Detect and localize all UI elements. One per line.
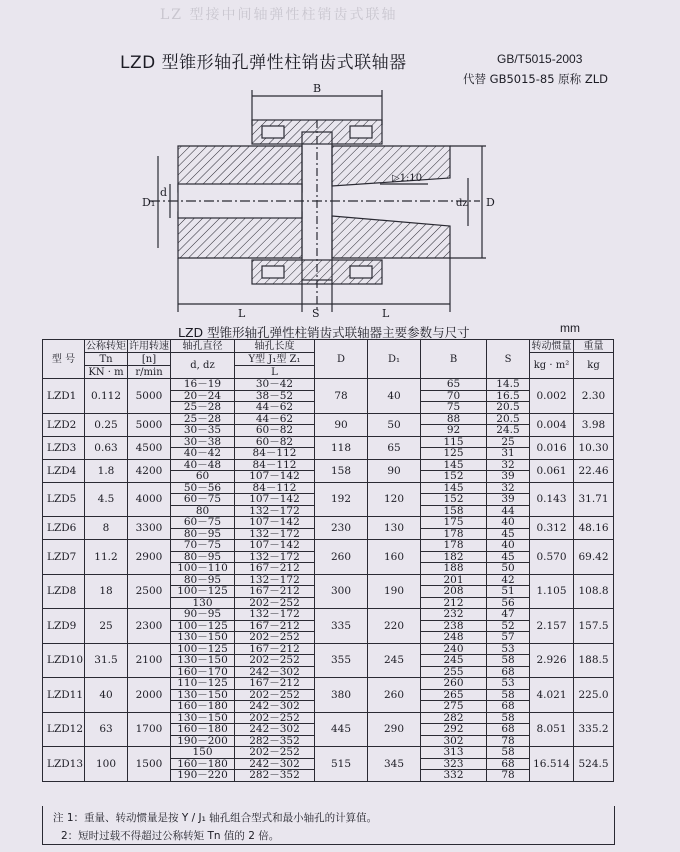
weight-cell: 157.5: [574, 609, 614, 644]
s-cell: 45: [487, 551, 530, 563]
s-cell: 44: [487, 505, 530, 517]
top-sleeve-slot-left: [262, 126, 284, 138]
bore-cell: 20－24: [171, 390, 235, 402]
col-weight-1: 重量: [574, 340, 614, 353]
s-cell: 50: [487, 563, 530, 575]
s-cell: 40: [487, 540, 530, 552]
weight-cell: 22.46: [574, 459, 614, 482]
length-cell: 107－142: [235, 540, 315, 552]
length-cell: 132－172: [235, 528, 315, 540]
length-cell: 202－252: [235, 747, 315, 759]
torque-cell: 1.8: [85, 459, 128, 482]
inertia-cell: 0.312: [530, 517, 574, 540]
bore-cell: 80－95: [171, 528, 235, 540]
note-1: 注 1：重量、转动惯量是按 Y / J₁ 轴孔组合型式和最小轴孔的计算值。: [53, 812, 378, 824]
torque-cell: 100: [85, 747, 128, 782]
b-cell: 201: [421, 574, 487, 586]
note-2: 2：短时过载不得超过公称转矩 Tn 值的 2 倍。: [61, 830, 280, 842]
length-cell: 44－62: [235, 402, 315, 414]
b-cell: 70: [421, 390, 487, 402]
label-d: d: [160, 186, 168, 199]
model-cell: LZD7: [43, 540, 85, 575]
length-cell: 167－212: [235, 678, 315, 690]
d-cell: 515: [315, 747, 368, 782]
b-cell: 178: [421, 540, 487, 552]
b-cell: 265: [421, 689, 487, 701]
torque-cell: 11.2: [85, 540, 128, 575]
length-cell: 60－82: [235, 436, 315, 448]
bore-cell: 50－56: [171, 482, 235, 494]
length-cell: 107－142: [235, 471, 315, 483]
length-cell: 38－52: [235, 390, 315, 402]
d-cell: 118: [315, 436, 368, 459]
d-cell: 445: [315, 712, 368, 747]
length-cell: 167－212: [235, 586, 315, 598]
s-cell: 58: [487, 655, 530, 667]
inertia-cell: 0.143: [530, 482, 574, 517]
bleed-through-text: LZ 型接中间轴弹性柱销齿式联轴: [160, 7, 398, 23]
b-cell: 238: [421, 620, 487, 632]
inertia-cell: 16.514: [530, 747, 574, 782]
page-title: LZD 型锥形轴孔弹性柱销齿式联轴器: [120, 53, 407, 73]
bore-cell: 30－38: [171, 436, 235, 448]
d1-cell: 90: [368, 459, 421, 482]
torque-cell: 31.5: [85, 643, 128, 678]
length-cell: 132－172: [235, 574, 315, 586]
weight-cell: 108.8: [574, 574, 614, 609]
bore-cell: 60－75: [171, 517, 235, 529]
length-cell: 107－142: [235, 517, 315, 529]
bore-cell: 70－75: [171, 540, 235, 552]
torque-cell: 63: [85, 712, 128, 747]
table-row: [43, 678, 614, 690]
table-row: [43, 540, 614, 552]
d-cell: 380: [315, 678, 368, 713]
s-cell: 25: [487, 436, 530, 448]
s-cell: 16.5: [487, 390, 530, 402]
length-cell: 202－252: [235, 655, 315, 667]
inertia-cell: 8.051: [530, 712, 574, 747]
bore-cell: 130－150: [171, 689, 235, 701]
bore-cell: 80: [171, 505, 235, 517]
table-notes: [42, 806, 615, 845]
speed-cell: 2000: [128, 678, 171, 713]
b-cell: 152: [421, 494, 487, 506]
bore-cell: 110－125: [171, 678, 235, 690]
d1-cell: 50: [368, 413, 421, 436]
weight-cell: 225.0: [574, 678, 614, 713]
speed-cell: 2900: [128, 540, 171, 575]
s-cell: 32: [487, 459, 530, 471]
label-b: B: [313, 82, 322, 95]
d1-cell: 290: [368, 712, 421, 747]
left-hub-lower: [178, 212, 302, 258]
b-cell: 158: [421, 505, 487, 517]
s-cell: 68: [487, 724, 530, 736]
unit-label: mm: [560, 321, 580, 335]
b-cell: 188: [421, 563, 487, 575]
bore-cell: 130: [171, 597, 235, 609]
b-cell: 292: [421, 724, 487, 736]
b-cell: 208: [421, 586, 487, 598]
d-cell: 192: [315, 482, 368, 517]
bore-cell: 40－42: [171, 448, 235, 460]
model-cell: LZD8: [43, 574, 85, 609]
table-row: [43, 379, 614, 391]
col-d: D: [315, 340, 368, 379]
label-l-right: L: [382, 307, 390, 320]
model-cell: LZD9: [43, 609, 85, 644]
b-cell: 232: [421, 609, 487, 621]
bore-cell: 60－75: [171, 494, 235, 506]
length-cell: 202－252: [235, 689, 315, 701]
length-cell: 107－142: [235, 494, 315, 506]
s-cell: 68: [487, 758, 530, 770]
torque-cell: 18: [85, 574, 128, 609]
d-cell: 260: [315, 540, 368, 575]
b-cell: 92: [421, 425, 487, 437]
col-bore-2: d, dz: [171, 353, 235, 379]
col-speed-2: [n]: [128, 353, 171, 366]
b-cell: 212: [421, 597, 487, 609]
s-cell: 53: [487, 678, 530, 690]
col-inertia-1: 转动惯量: [531, 340, 572, 352]
col-torque-3: KN · m: [85, 366, 128, 379]
bore-cell: 16－19: [171, 379, 235, 391]
length-cell: 202－252: [235, 632, 315, 644]
s-cell: 39: [487, 471, 530, 483]
length-cell: 282－352: [235, 735, 315, 747]
s-cell: 14.5: [487, 379, 530, 391]
table-row: [43, 609, 614, 621]
right-hub-lower: [332, 216, 450, 258]
bore-cell: 160－180: [171, 758, 235, 770]
bottom-sleeve-slot-right: [350, 266, 372, 278]
inertia-cell: 2.157: [530, 609, 574, 644]
table-row: [43, 459, 614, 471]
b-cell: 145: [421, 482, 487, 494]
s-cell: 42: [487, 574, 530, 586]
s-cell: 40: [487, 517, 530, 529]
coupling-drawing: [120, 80, 520, 320]
bore-cell: 130－150: [171, 632, 235, 644]
inertia-cell: 0.004: [530, 413, 574, 436]
label-dz: dz: [456, 198, 468, 209]
weight-cell: 10.30: [574, 436, 614, 459]
b-cell: 88: [421, 413, 487, 425]
table-row: [43, 643, 614, 655]
d1-cell: 65: [368, 436, 421, 459]
d1-cell: 345: [368, 747, 421, 782]
s-cell: 24.5: [487, 425, 530, 437]
b-cell: 145: [421, 459, 487, 471]
b-cell: 323: [421, 758, 487, 770]
s-cell: 68: [487, 666, 530, 678]
model-cell: LZD1: [43, 379, 85, 414]
bore-cell: 160－170: [171, 666, 235, 678]
weight-cell: 3.98: [574, 413, 614, 436]
length-cell: 84－112: [235, 482, 315, 494]
bore-cell: 130－150: [171, 712, 235, 724]
bore-cell: 40－48: [171, 459, 235, 471]
col-model: 型 号: [43, 340, 85, 379]
model-cell: LZD5: [43, 482, 85, 517]
table-caption: LZD 型锥形轴孔弹性柱销齿式联轴器主要参数与尺寸: [178, 325, 470, 340]
s-cell: 31: [487, 448, 530, 460]
speed-cell: 5000: [128, 379, 171, 414]
length-cell: 202－252: [235, 597, 315, 609]
col-torque-2: Tn: [85, 353, 128, 366]
col-s: S: [487, 340, 530, 379]
torque-cell: 0.25: [85, 413, 128, 436]
col-speed-3: r/min: [128, 366, 171, 379]
s-cell: 56: [487, 597, 530, 609]
weight-cell: 69.42: [574, 540, 614, 575]
col-length-2: Y型 J₁型 Z₁: [235, 353, 315, 366]
table-row: [43, 482, 614, 494]
model-cell: LZD2: [43, 413, 85, 436]
b-cell: 182: [421, 551, 487, 563]
speed-cell: 5000: [128, 413, 171, 436]
b-cell: 125: [421, 448, 487, 460]
table-row: [43, 517, 614, 529]
bore-cell: 100－110: [171, 563, 235, 575]
bore-cell: 80－95: [171, 551, 235, 563]
bore-cell: 25－28: [171, 413, 235, 425]
length-cell: 202－252: [235, 712, 315, 724]
col-inertia-2: kg · m²: [530, 353, 574, 379]
length-cell: 84－112: [235, 459, 315, 471]
s-cell: 39: [487, 494, 530, 506]
d1-cell: 160: [368, 540, 421, 575]
b-cell: 313: [421, 747, 487, 759]
d1-cell: 120: [368, 482, 421, 517]
s-cell: 32: [487, 482, 530, 494]
speed-cell: 1700: [128, 712, 171, 747]
length-cell: 242－302: [235, 724, 315, 736]
d1-cell: 190: [368, 574, 421, 609]
length-cell: 242－302: [235, 701, 315, 713]
weight-cell: 48.16: [574, 517, 614, 540]
length-cell: 242－302: [235, 666, 315, 678]
bore-cell: 190－220: [171, 770, 235, 782]
s-cell: 20.5: [487, 413, 530, 425]
s-cell: 53: [487, 643, 530, 655]
col-b: B: [421, 340, 487, 379]
s-cell: 78: [487, 770, 530, 782]
model-cell: LZD3: [43, 436, 85, 459]
b-cell: 115: [421, 436, 487, 448]
bore-cell: 100－125: [171, 586, 235, 598]
b-cell: 248: [421, 632, 487, 644]
table-row: [43, 747, 614, 759]
inertia-cell: 0.002: [530, 379, 574, 414]
s-cell: 51: [487, 586, 530, 598]
b-cell: 255: [421, 666, 487, 678]
bottom-sleeve-slot-left: [262, 266, 284, 278]
bore-cell: 100－125: [171, 620, 235, 632]
inertia-cell: 0.570: [530, 540, 574, 575]
right-hub: [332, 146, 450, 186]
d-cell: 158: [315, 459, 368, 482]
weight-cell: 335.2: [574, 712, 614, 747]
bore-cell: 25－28: [171, 402, 235, 414]
b-cell: 65: [421, 379, 487, 391]
bore-cell: 80－95: [171, 574, 235, 586]
inertia-cell: 1.105: [530, 574, 574, 609]
s-cell: 58: [487, 712, 530, 724]
col-d1: D₁: [368, 340, 421, 379]
replaces-note: 代替 GB5015-85 原称 ZLD: [463, 72, 608, 86]
d1-cell: 130: [368, 517, 421, 540]
s-cell: 57: [487, 632, 530, 644]
inertia-cell: 0.061: [530, 459, 574, 482]
model-cell: LZD6: [43, 517, 85, 540]
col-torque-1: 公称转矩: [86, 340, 126, 352]
b-cell: 245: [421, 655, 487, 667]
b-cell: 302: [421, 735, 487, 747]
length-cell: 60－82: [235, 425, 315, 437]
s-cell: 78: [487, 735, 530, 747]
label-s: S: [312, 307, 320, 320]
length-cell: 167－212: [235, 643, 315, 655]
speed-cell: 4200: [128, 459, 171, 482]
d-cell: 335: [315, 609, 368, 644]
d-cell: 300: [315, 574, 368, 609]
s-cell: 58: [487, 747, 530, 759]
model-cell: LZD13: [43, 747, 85, 782]
bore-cell: 130－150: [171, 655, 235, 667]
table-row: [43, 436, 614, 448]
torque-cell: 8: [85, 517, 128, 540]
weight-cell: 31.71: [574, 482, 614, 517]
spec-table-body: [43, 379, 614, 782]
s-cell: 45: [487, 528, 530, 540]
inertia-cell: 2.926: [530, 643, 574, 678]
b-cell: 152: [421, 471, 487, 483]
speed-cell: 1500: [128, 747, 171, 782]
table-row: [43, 712, 614, 724]
weight-cell: 188.5: [574, 643, 614, 678]
model-cell: LZD10: [43, 643, 85, 678]
bore-cell: 30－35: [171, 425, 235, 437]
bore-cell: 150: [171, 747, 235, 759]
label-l-left: L: [238, 307, 246, 320]
torque-cell: 0.112: [85, 379, 128, 414]
weight-cell: 2.30: [574, 379, 614, 414]
label-taper: ▷1:10: [392, 173, 423, 184]
col-weight-2: kg: [574, 353, 614, 379]
bore-cell: 190－200: [171, 735, 235, 747]
b-cell: 75: [421, 402, 487, 414]
b-cell: 332: [421, 770, 487, 782]
speed-cell: 3300: [128, 517, 171, 540]
spec-table: [42, 339, 614, 782]
b-cell: 282: [421, 712, 487, 724]
s-cell: 68: [487, 701, 530, 713]
weight-cell: 524.5: [574, 747, 614, 782]
speed-cell: 2500: [128, 574, 171, 609]
bore-cell: 160－180: [171, 724, 235, 736]
d-cell: 355: [315, 643, 368, 678]
bore-cell: 90－95: [171, 609, 235, 621]
speed-cell: 2100: [128, 643, 171, 678]
bore-cell: 100－125: [171, 643, 235, 655]
b-cell: 175: [421, 517, 487, 529]
d-cell: 78: [315, 379, 368, 414]
s-cell: 47: [487, 609, 530, 621]
model-cell: LZD4: [43, 459, 85, 482]
torque-cell: 25: [85, 609, 128, 644]
length-cell: 167－212: [235, 563, 315, 575]
length-cell: 132－172: [235, 551, 315, 563]
table-row: [43, 413, 614, 425]
speed-cell: 2300: [128, 609, 171, 644]
length-cell: 44－62: [235, 413, 315, 425]
s-cell: 58: [487, 689, 530, 701]
inertia-cell: 0.016: [530, 436, 574, 459]
b-cell: 260: [421, 678, 487, 690]
b-cell: 178: [421, 528, 487, 540]
d-cell: 230: [315, 517, 368, 540]
table-row: [43, 574, 614, 586]
length-cell: 132－172: [235, 505, 315, 517]
torque-cell: 4.5: [85, 482, 128, 517]
model-cell: LZD12: [43, 712, 85, 747]
header-row-1: [43, 340, 614, 353]
label-d-outer: D: [486, 196, 495, 209]
col-length-3: L: [235, 366, 315, 379]
s-cell: 52: [487, 620, 530, 632]
top-sleeve-slot-right: [350, 126, 372, 138]
b-cell: 275: [421, 701, 487, 713]
col-speed-1: 许用转速: [129, 340, 169, 352]
speed-cell: 4500: [128, 436, 171, 459]
col-length-1: 轴孔长度: [235, 340, 315, 353]
col-bore-1: 轴孔直径: [171, 340, 235, 353]
b-cell: 240: [421, 643, 487, 655]
d1-cell: 40: [368, 379, 421, 414]
torque-cell: 40: [85, 678, 128, 713]
length-cell: 132－172: [235, 609, 315, 621]
d1-cell: 245: [368, 643, 421, 678]
model-cell: LZD11: [43, 678, 85, 713]
inertia-cell: 4.021: [530, 678, 574, 713]
speed-cell: 4000: [128, 482, 171, 517]
length-cell: 30－42: [235, 379, 315, 391]
length-cell: 84－112: [235, 448, 315, 460]
length-cell: 167－212: [235, 620, 315, 632]
bore-cell: 60: [171, 471, 235, 483]
torque-cell: 0.63: [85, 436, 128, 459]
standard-number: GB/T5015-2003: [497, 52, 583, 66]
label-d1: D₁: [142, 196, 156, 209]
bore-cell: 160－180: [171, 701, 235, 713]
s-cell: 20.5: [487, 402, 530, 414]
d-cell: 90: [315, 413, 368, 436]
length-cell: 282－352: [235, 770, 315, 782]
d1-cell: 220: [368, 609, 421, 644]
length-cell: 242－302: [235, 758, 315, 770]
d1-cell: 260: [368, 678, 421, 713]
